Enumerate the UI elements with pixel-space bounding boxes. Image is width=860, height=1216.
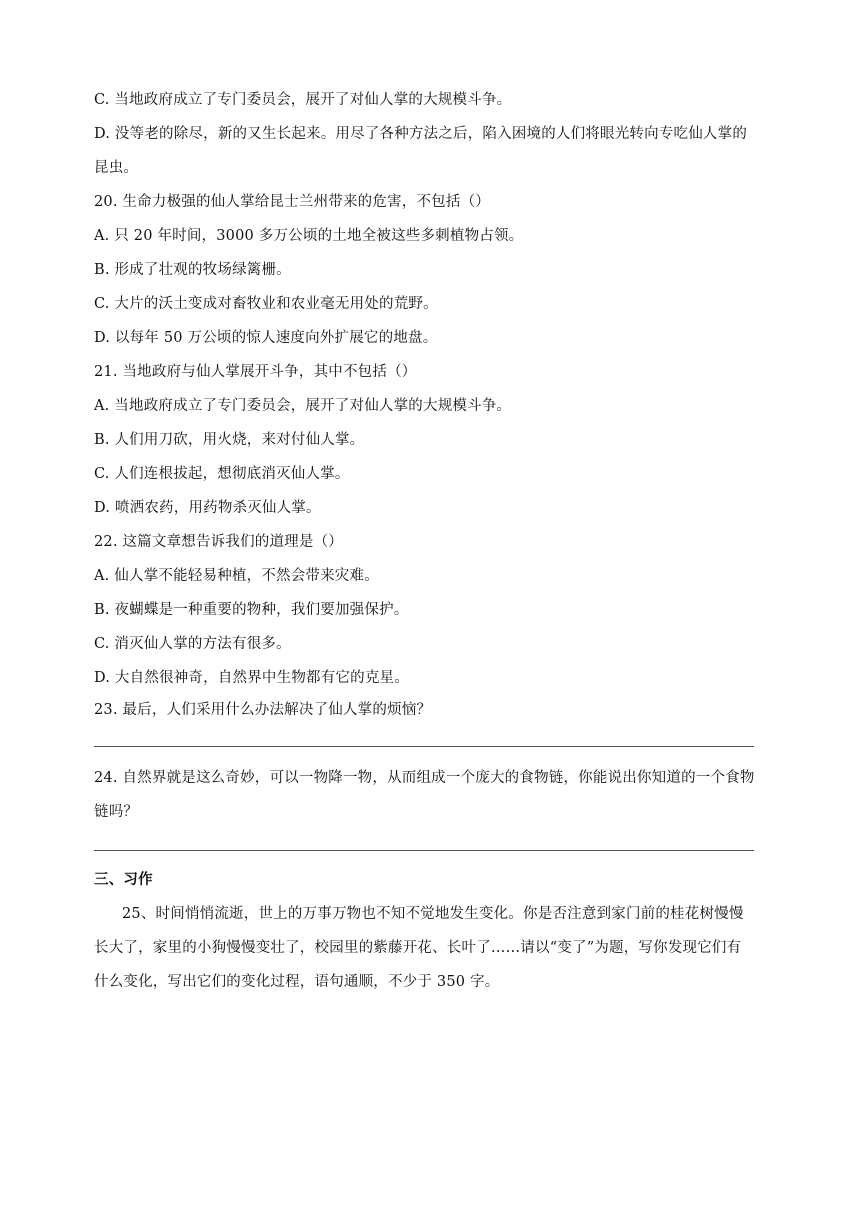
q21-option-b: B. 人们用刀砍，用火烧，来对付仙人掌。 xyxy=(94,432,365,448)
q20-option-a: A. 只 20 年时间，3000 多万公顷的土地全被这些多刺植物占领。 xyxy=(94,228,524,244)
q21-option-c: C. 人们连根拔起，想彻底消灭仙人掌。 xyxy=(94,466,350,482)
question-25: 25、时间悄悄流逝，世上的万事万物也不知不觉地发生变化。你是否注意到家门前的桂花树慢慢 xyxy=(122,906,744,922)
question-25-line-3: 什么变化，写出它们的变化过程，语句通顺，不少于 350 字。 xyxy=(94,974,500,990)
question-23: 23. 最后，人们采用什么办法解决了仙人掌的烦恼？ xyxy=(94,702,432,718)
question-25-line-2: 长大了，家里的小狗慢慢变壮了，校园里的紫藤开花、长叶了……请以“变了”为题，写你发现它们有 xyxy=(94,940,742,956)
question-20: 20. 生命力极强的仙人掌给昆士兰州带来的危害，不包括（） xyxy=(94,194,490,210)
answer-line-23[interactable] xyxy=(94,746,754,747)
q22-option-c: C. 消灭仙人掌的方法有很多。 xyxy=(94,636,291,652)
question-22: 22. 这篇文章想告诉我们的道理是（） xyxy=(94,534,343,550)
q20-option-b: B. 形成了壮观的牧场绿篱栅。 xyxy=(94,262,291,278)
q19-option-c: C. 当地政府成立了专门委员会，展开了对仙人掌的大规模斗争。 xyxy=(94,92,512,108)
q20-option-c: C. 大片的沃土变成对畜牧业和农业毫无用处的荒野。 xyxy=(94,296,438,312)
q22-option-a: A. 仙人掌不能轻易种植，不然会带来灾难。 xyxy=(94,568,379,584)
q22-option-b: B. 夜蝴蝶是一种重要的物种，我们要加强保护。 xyxy=(94,602,409,618)
q19-option-d-continued: 昆虫。 xyxy=(94,160,139,176)
question-21: 21. 当地政府与仙人掌展开斗争，其中不包括（） xyxy=(94,364,417,380)
answer-line-24[interactable] xyxy=(94,850,754,851)
q20-option-d: D. 以每年 50 万公顷的惊人速度向外扩展它的地盘。 xyxy=(94,330,438,346)
question-24: 24. 自然界就是这么奇妙，可以一物降一物，从而组成一个庞大的食物链，你能说出你知道的一个食物 xyxy=(94,770,755,786)
q22-option-d: D. 大自然很神奇，自然界中生物都有它的克星。 xyxy=(94,670,409,686)
q21-option-a: A. 当地政府成立了专门委员会，展开了对仙人掌的大规模斗争。 xyxy=(94,398,512,414)
question-24-continued: 链吗？ xyxy=(94,804,139,820)
q19-option-d: D. 没等老的除尽，新的又生长起来。用尽了各种方法之后，陷入困境的人们将眼光转向专吃仙人掌的 xyxy=(94,126,748,142)
section-heading-writing: 三、习作 xyxy=(94,872,153,888)
q21-option-d: D. 喷洒农药，用药物杀灭仙人掌。 xyxy=(94,500,321,516)
